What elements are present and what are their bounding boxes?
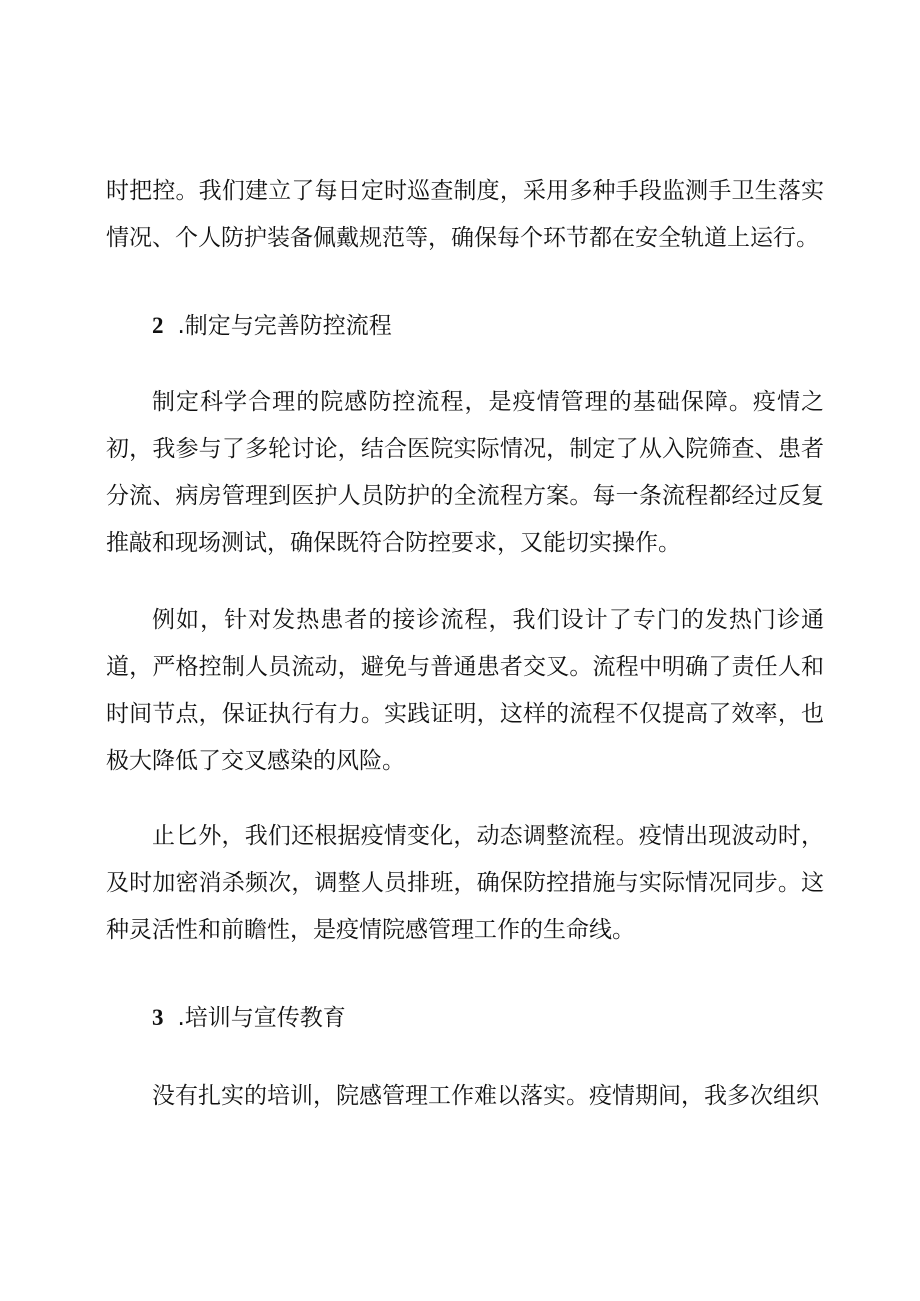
section-heading-2 (152, 311, 392, 341)
paragraph-process-intro: 制定科学合理的院感防控流程，是疫情管理的基础保障。疫情之初，我参与了多轮讨论，结合医院实际情况，制定了从入院筛查、患者分流、病房管理到医护人员防护的全流程方案。每一条流程都经过反复推敲和现场测试，确保既符合防控要求，又能切实操作。 (106, 389, 824, 556)
section-number: 3 (152, 1005, 164, 1030)
paragraph-continuation: 时把控。我们建立了每日定时巡查制度，采用多种手段监测手卫生落实情况、个人防护装备佩戴规范等，确保每个环节都在安全轨道上运行。 (106, 178, 824, 251)
section-heading-3 (152, 1003, 346, 1033)
paragraph-dynamic-adjustment: 止匕外，我们还根据疫情变化，动态调整流程。疫情出现波动时，及时加密消杀频次，调整人员排班，确保防控措施与实际情况同步。这种灵活性和前瞻性，是疫情院感管理工作的生命线。 (106, 823, 824, 943)
section-title: .培训与宣传教育 (177, 1005, 346, 1031)
paragraph-fever-clinic-example: 例如，针对发热患者的接诊流程，我们设计了专门的发热门诊通道，严格控制人员流动，避免与普通患者交叉。流程中明确了责任人和时间节点，保证执行有力。实践证明，这样的流程不仅提高了效率，也极大降低了交叉感染的风险。 (106, 607, 824, 774)
paragraph-training-intro: 没有扎实的培训，院感管理工作难以落实。疫情期间，我多次组织 (152, 1083, 819, 1109)
section-number: 2 (152, 313, 164, 338)
section-title: .制定与完善防控流程 (177, 313, 392, 339)
